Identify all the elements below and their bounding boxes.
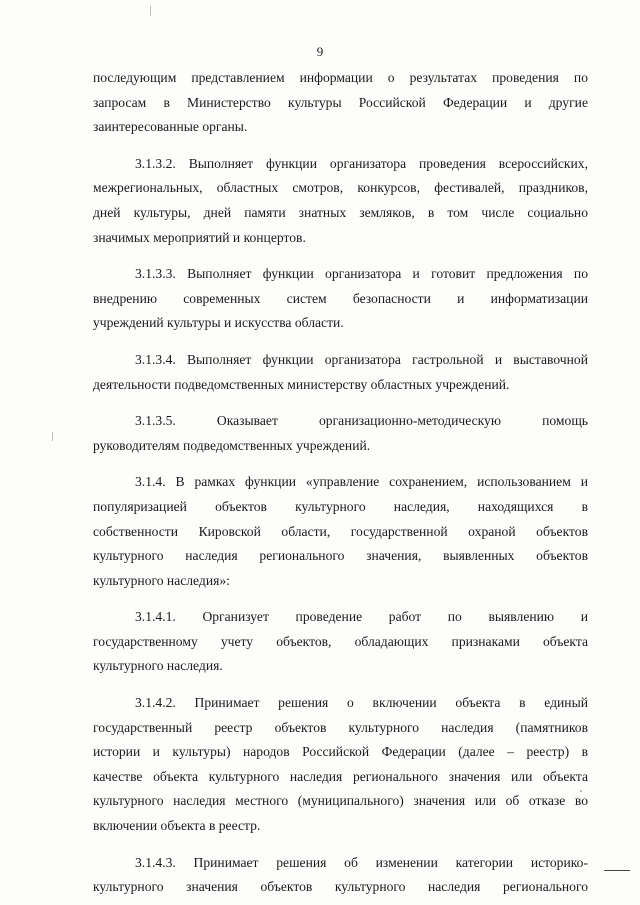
text-line: качестве объекта культурного наследия регионального значения или объекта (93, 768, 588, 784)
text-line: значимых мероприятий и концертов. (93, 229, 306, 245)
page-number: 9 (316, 44, 324, 59)
text-line: внедрению современных систем безопасности и информатизации (93, 290, 588, 306)
text-line: культурного наследия»: (93, 572, 230, 588)
paragraph-3-1-4-2 (93, 691, 588, 839)
text-line: 3.1.3.2. Выполняет функции организатора проведения всероссийских, (135, 155, 588, 171)
paragraph-continuation (93, 66, 588, 140)
text-line: включении объекта в реестр. (93, 818, 261, 834)
text-line: популяризацией объектов культурного наследия, находящихся в (93, 498, 588, 514)
text-line: 3.1.3.3. Выполняет функции организатора и готовит предложения по (135, 266, 588, 282)
text-line: культурного наследия регионального значения, выявленных объектов (93, 548, 588, 564)
text-line: учреждений культуры и искусства области. (93, 315, 344, 331)
text-line: 3.1.3.4. Выполняет функции организатора гастрольной и выставочной (135, 351, 588, 367)
text-line: культурного значения объектов культурного наследия регионального (93, 879, 588, 895)
text-line: культурного наследия. (93, 658, 223, 674)
paragraph-3-1-4-3 (93, 851, 588, 900)
scan-artifact-left (52, 432, 53, 441)
scan-artifact-top (150, 6, 151, 16)
text-line: государственный реестр объектов культурного наследия (памятников (93, 719, 588, 735)
text-line: дней культуры, дней памяти знатных земляков, в том числе социально (93, 204, 588, 220)
paragraph-3-1-4 (93, 470, 588, 593)
text-line: деятельности подведомственных министерству областных учреждений. (93, 376, 510, 392)
text-line: 3.1.4.1. Организует проведение работ по выявлению и (135, 609, 588, 625)
text-line: государственному учету объектов, обладающих признаками объекта (93, 633, 588, 649)
text-line: заинтересованные органы. (93, 119, 248, 135)
text-line: культурного наследия местного (муниципального) значения или об отказе во (93, 793, 588, 809)
text-line: последующим представлением информации о результатах проведения по (93, 70, 588, 85)
paragraph-3-1-3-2 (93, 152, 588, 250)
paragraph-3-1-3-4 (93, 348, 588, 397)
scan-corner-line (604, 870, 630, 871)
text-line: 3.1.4. В рамках функции «управление сохранением, использованием и (135, 474, 588, 490)
text-line: 3.1.4.3. Принимает решения об изменении категории историко- (135, 854, 588, 870)
text-line: истории и культуры) народов Российской Федерации (далее – реестр) в (93, 744, 588, 760)
text-line: запросам в Министерство культуры Российской Федерации и другие (93, 94, 588, 110)
body-text (93, 66, 588, 900)
scan-artifact-right (580, 790, 582, 792)
text-line: руководителям подведомственных учреждений. (93, 437, 371, 453)
paragraph-3-1-4-1 (93, 605, 588, 679)
paragraph-3-1-3-3 (93, 262, 588, 336)
text-line: собственности Кировской области, государственной охраной объектов (93, 523, 588, 539)
text-line: межрегиональных, областных смотров, конкурсов, фестивалей, праздников, (93, 180, 588, 196)
text-line: 3.1.3.5. Оказывает организационно-методическую помощь (135, 413, 588, 429)
text-line: 3.1.4.2. Принимает решения о включении объекта в единый (135, 695, 588, 711)
paragraph-3-1-3-5 (93, 409, 588, 458)
